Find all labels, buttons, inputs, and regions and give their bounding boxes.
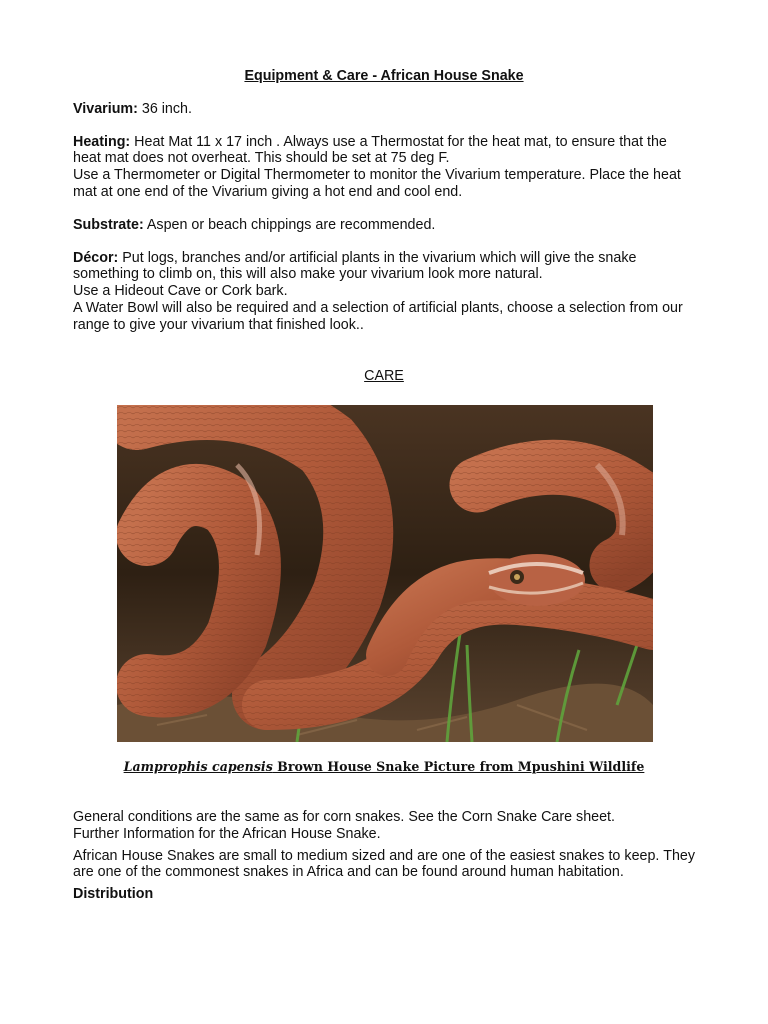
decor-text: Put logs, branches and/or artificial plants in the vivarium which will give the snake something to climb on, this will also make your vivarium look more natural. [73,249,637,283]
decor-label: Décor: [73,249,119,266]
substrate-label: Substrate: [73,216,144,233]
photo-caption [0,759,768,774]
caption-text: Brown House Snake Picture from Mpushini Wildlife [272,759,645,774]
snake-illustration [117,405,653,742]
document-body [73,68,695,384]
caption-scientific-name: Lamprophis capensis [123,759,273,774]
vivarium-section [73,101,695,118]
general-line-2: Further Information for the African House Snake. [73,825,381,842]
substrate-text: Aspen or beach chippings are recommended. [143,216,436,233]
heating-text-2: Use a Thermometer or Digital Thermometer to monitor the Vivarium temperature. Place the heat mat at one end of the Vivarium giving a hot end and cool end. [73,167,681,200]
heating-text: Heat Mat 11 x 17 inch . Always use a Thermostat for the heat mat, to ensure that the heat mat does not overheat. This should be set at 75 deg F. [73,133,667,167]
substrate-section [73,217,695,234]
general-paragraph: African House Snakes are small to medium sized and are one of the easiest snakes to keep. They are one of the commonest snakes in Africa and can be found around human habitation. [73,847,695,881]
decor-section [73,250,695,334]
distribution-heading: Distribution [73,886,154,903]
general-conditions [73,809,695,843]
vivarium-label: Vivarium: [73,100,138,117]
decor-line-3: A Water Bowl will also be required and a selection of artificial plants, choose a selection from our range to give your vivarium that finished look.. [73,299,683,333]
general-section [73,809,695,903]
vivarium-text: 36 inch. [137,100,192,117]
heating-label: Heating: [73,133,131,150]
decor-line-2: Use a Hideout Cave or Cork bark. [73,283,288,300]
heating-section [73,134,695,201]
page-title: Equipment & Care - African House Snake [244,68,524,84]
care-heading: CARE [364,367,404,384]
general-line-1: General conditions are the same as for corn snakes. See the Corn Snake Care sheet. [73,809,615,825]
snake-photo [117,405,653,742]
